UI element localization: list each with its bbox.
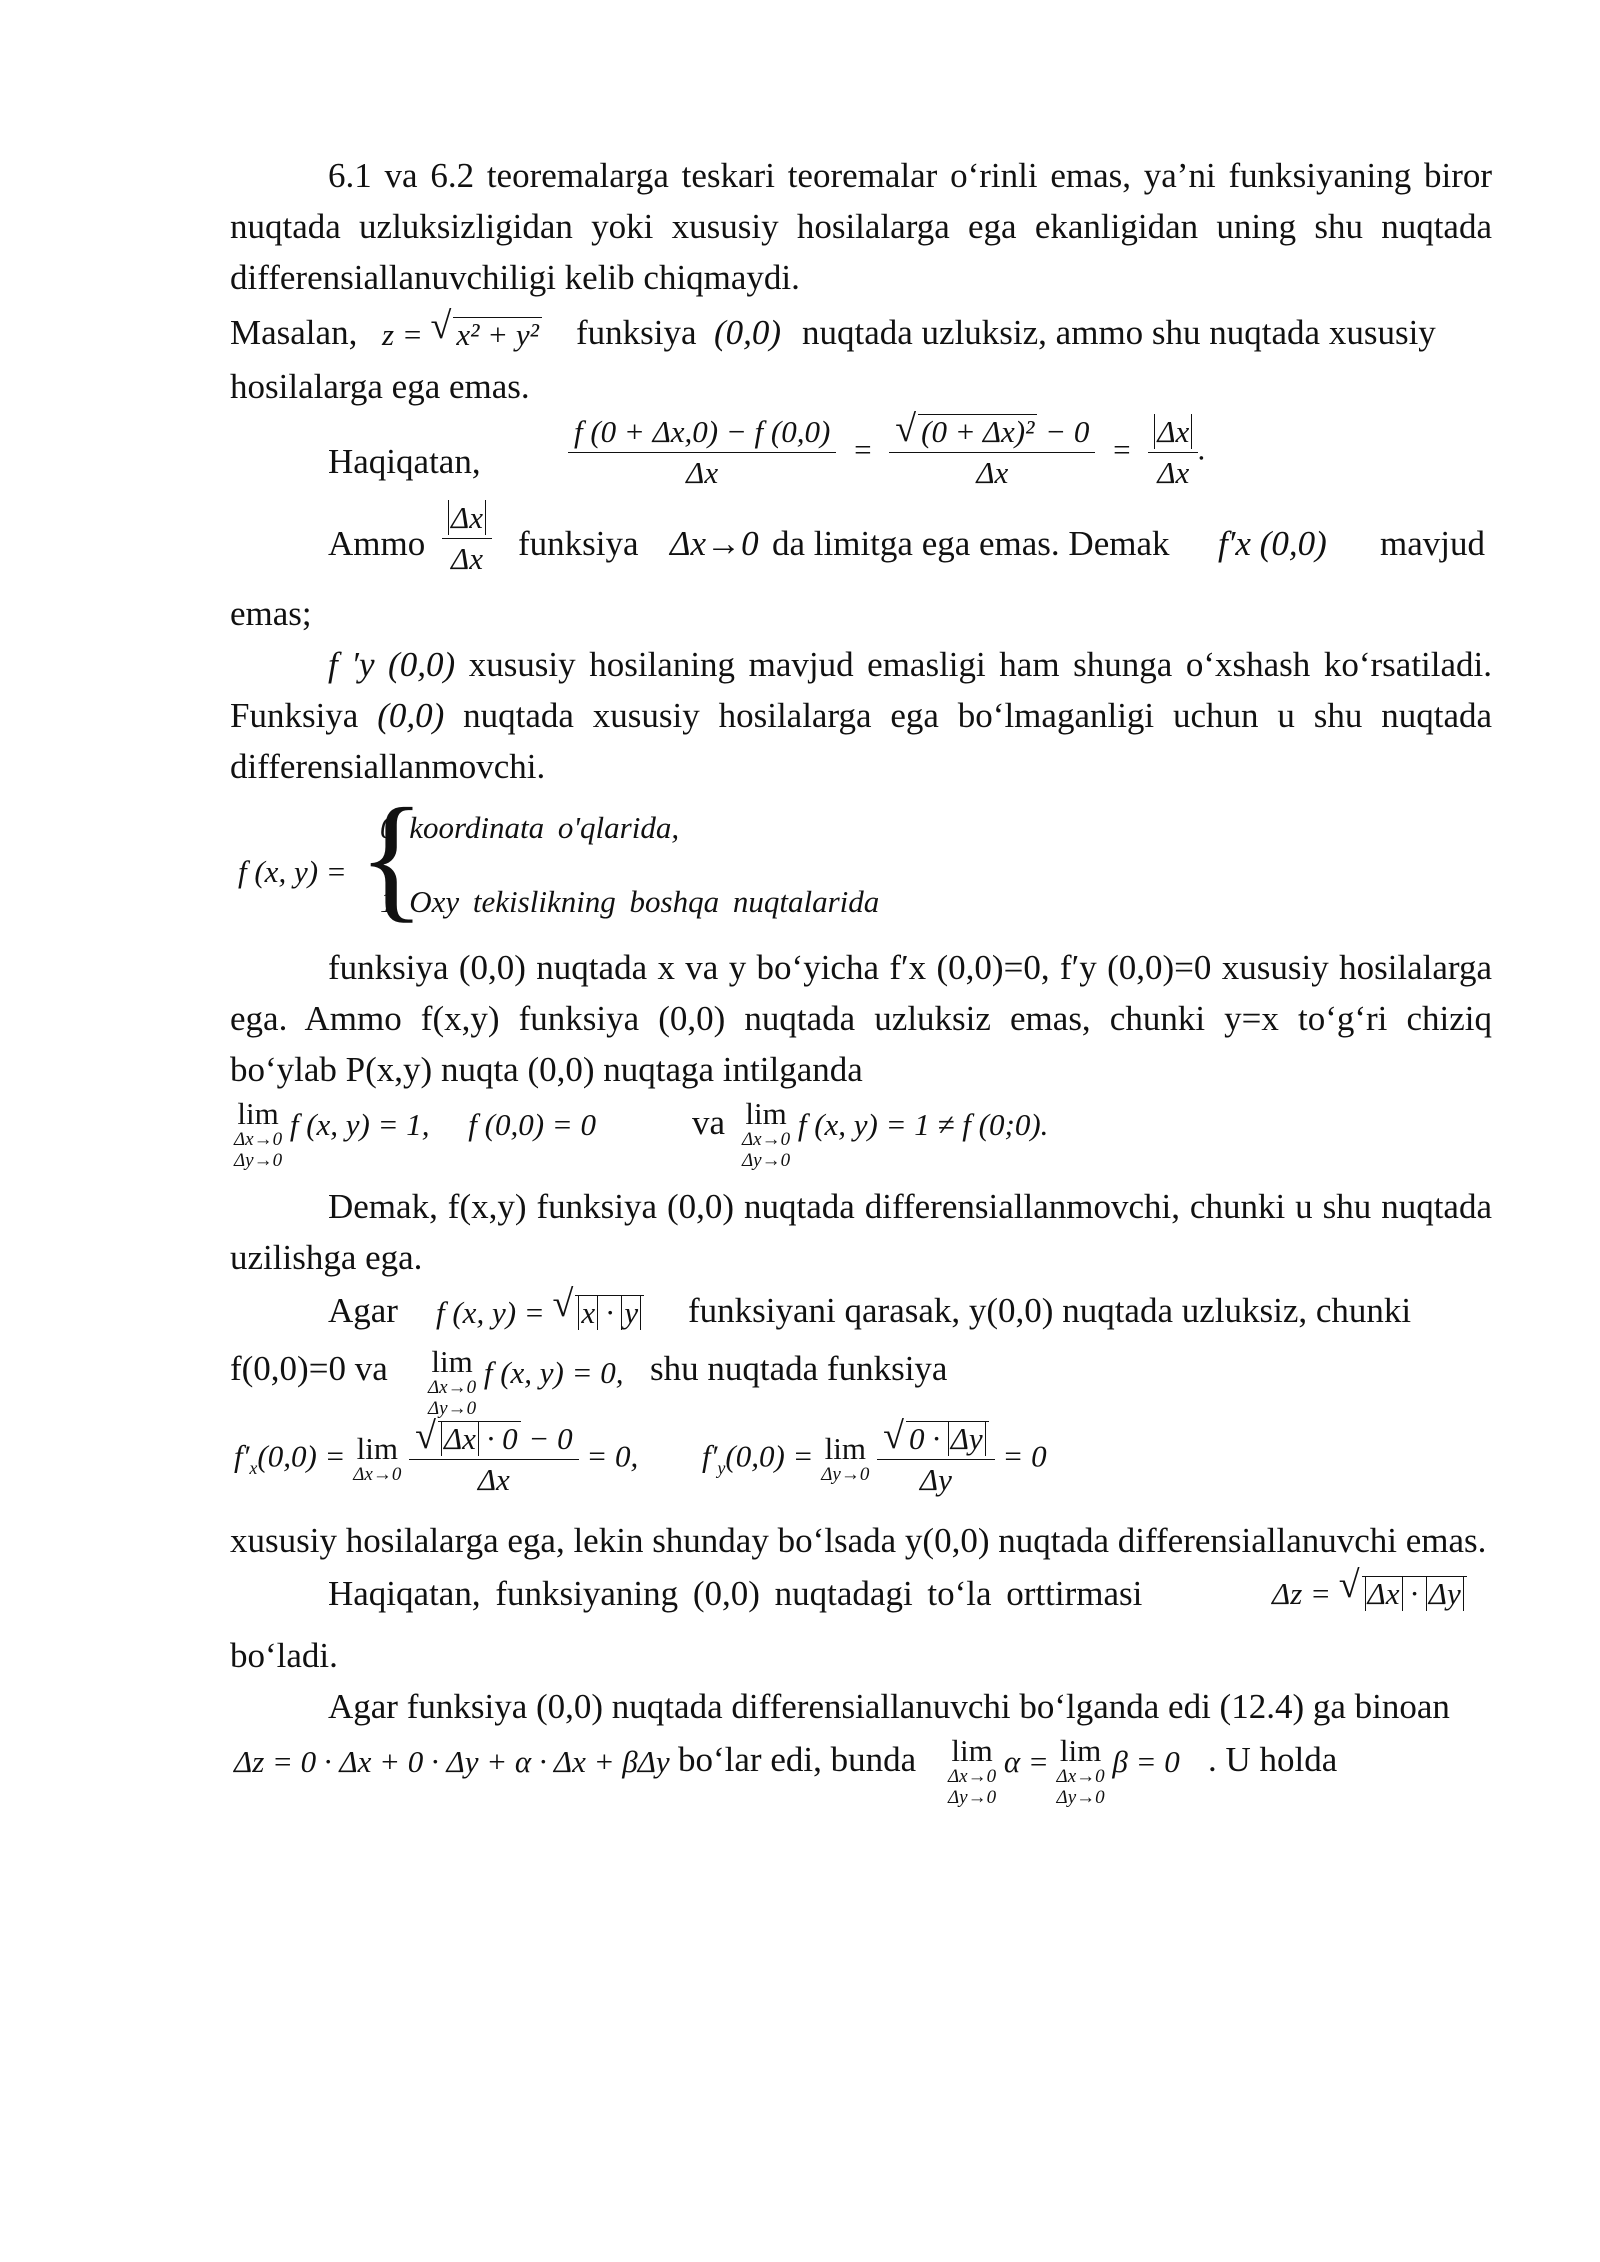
- paragraph-not-differentiable: xususiy hosilalarga ega, lekin shunday bo‘lsada y(0,0) nuqtada differensiallanuvchi emas.: [230, 1521, 1487, 1560]
- fy-symbol: f ′y (0,0): [328, 645, 456, 684]
- fy-text: xususiy hosilaning mavjud emasligi ham shunga o‘xshash ko‘rsatiladi. Funksiya: [230, 645, 1493, 735]
- final-text-end: . U holda: [1208, 1740, 1338, 1779]
- formula-limit-zero: lim Δx→0 Δy→0 f (x, y) = 0,: [428, 1344, 624, 1419]
- formula-z-sqrt: z = √ x² + y²: [382, 309, 542, 360]
- increment-line: [230, 1566, 1492, 1630]
- indeed-label: Haqiqatan,: [328, 442, 481, 481]
- example-point: (0,0): [714, 313, 782, 352]
- ammo-line: [230, 500, 1492, 588]
- ammo-emas: emas;: [230, 594, 312, 633]
- final-line: [230, 1732, 1492, 1808]
- ammo-mavjud: mavjud: [1380, 524, 1485, 563]
- formula-limit-2: lim Δx→0 Δy→0 f (x, y) = 1 ≠ f (0;0).: [742, 1096, 1049, 1171]
- piecewise-case-2: 1 Oxy tekislikning boshqa nuqtalarida: [380, 884, 880, 919]
- limit-line: [230, 1095, 1492, 1181]
- agar-f00: f(0,0)=0 va: [230, 1349, 388, 1388]
- derivative-quotient-line: [230, 408, 1492, 504]
- ammo-fx: f′x (0,0): [1218, 524, 1327, 563]
- increment-text: Haqiqatan, funksiyaning (0,0) nuqtadagi to‘la orttirmasi: [328, 1574, 1143, 1613]
- paragraph-intro: 6.1 va 6.2 teoremalarga teskari teoremalar o‘rinli emas, ya’ni funksiyaning biror nuqtada uzluksizligidan yoki xususiy hosilalarga ega ekanligidan uning shu nuqtada differensiallanuvchiligi kelib chiqmaydi.: [230, 156, 1492, 297]
- formula-quotient: $\frac{f (0 + \Delta x,0) - f (0,0)}{\Delta x}$ = $\frac{\text{√ (0 + Δx)² − 0}}{\Delta x}$ = $\frac{\Delta x}{\Delta x}$ .: [568, 412, 1206, 493]
- formula-increment-expansion: Δz = 0 · Δx + 0 · Δy + α · Δx + βΔy: [234, 1744, 670, 1779]
- formula-abs-ratio: $\frac{\Delta x}{\Delta x}$: [442, 498, 492, 579]
- example-label: Masalan,: [230, 313, 358, 352]
- ammo-text: da limitga ega emas. Demak: [772, 524, 1170, 563]
- ammo-label: Ammo: [328, 524, 426, 563]
- agar-text: funksiyani qarasak, y(0,0) nuqtada uzluksiz, chunki: [688, 1291, 1412, 1330]
- agar-continued: [230, 1339, 1492, 1417]
- partial-derivatives-formula: [230, 1417, 1492, 1515]
- paragraph-demak: Demak, f(x,y) funksiya (0,0) nuqtada differensiallanmovchi, chunki u shu nuqtada uzilishga ega.: [230, 1187, 1492, 1277]
- agar-label: Agar: [328, 1291, 398, 1330]
- document-page: [230, 150, 1493, 1808]
- paragraph-partials: funksiya (0,0) nuqtada x va y bo‘yicha f′x (0,0)=0, f′y (0,0)=0 xususiy hosilalarga ega. Ammo f(x,y) funksiya (0,0) nuqtada uzluksiz emas, chunki y=x to‘g‘ri chiziq bo‘ylab P(x,y) nuqta (0,0) nuqtaga intilganda: [230, 948, 1492, 1089]
- formula-delta-z: Δz = √ Δx · Δy: [1272, 1568, 1467, 1619]
- formula-sqrt-abs: f (x, y) = √ x · y: [436, 1287, 644, 1338]
- piecewise-case-1: 0 koordinata o'qlarida,: [380, 810, 680, 845]
- increment-continued: bo‘ladi.: [230, 1636, 338, 1675]
- example-text-funksiya: funksiya: [576, 313, 697, 352]
- example-line: [230, 305, 1492, 361]
- final-text: bo‘lar edi, bunda: [678, 1740, 917, 1779]
- brace-icon: {: [358, 780, 426, 935]
- formula-fy-prime: $f'_y(0,0) = \lim$ Δy→0 $\frac{√ 0 \cdot \Delta y}{\Delta y}$ = 0: [702, 1415, 1047, 1497]
- paragraph-fy: [230, 639, 1492, 792]
- piecewise-lhs: f (x, y) =: [238, 854, 347, 889]
- limit-va: va: [692, 1103, 726, 1142]
- example-continued: hosilalarga ega emas.: [230, 367, 530, 406]
- fy-point: (0,0): [377, 696, 445, 735]
- formula-limit-1: lim Δx→0 Δy→0 f (x, y) = 1, f (0,0) = 0: [234, 1096, 596, 1171]
- paragraph-if-differentiable: Agar funksiya (0,0) nuqtada differensiallanuvchi bo‘lganda edi (12.4) ga binoan: [328, 1687, 1450, 1726]
- formula-fx-prime: $f'_x(0,0) = \lim$ Δx→0 $\frac{√ \Delta x \cdot 0 - 0}{\Delta x}$ = 0,: [234, 1415, 639, 1497]
- ammo-limit-arrow: Δx→0: [670, 524, 759, 563]
- agar-text-end: shu nuqtada funksiya: [650, 1349, 948, 1388]
- piecewise-function: [230, 780, 1492, 942]
- formula-alpha-beta-limits: lim Δx→0 Δy→0 α = lim Δx→0 Δy→0 β = 0: [948, 1733, 1180, 1808]
- agar-line: [230, 1283, 1492, 1339]
- ammo-funksiya: funksiya: [518, 524, 639, 563]
- example-text-rest: nuqtada uzluksiz, ammo shu nuqtada xususiy: [802, 313, 1436, 352]
- fy-text-rest: nuqtada xususiy hosilalarga ega bo‘lmaganligi uchun u shu nuqtada differensiallanmovchi.: [230, 696, 1493, 786]
